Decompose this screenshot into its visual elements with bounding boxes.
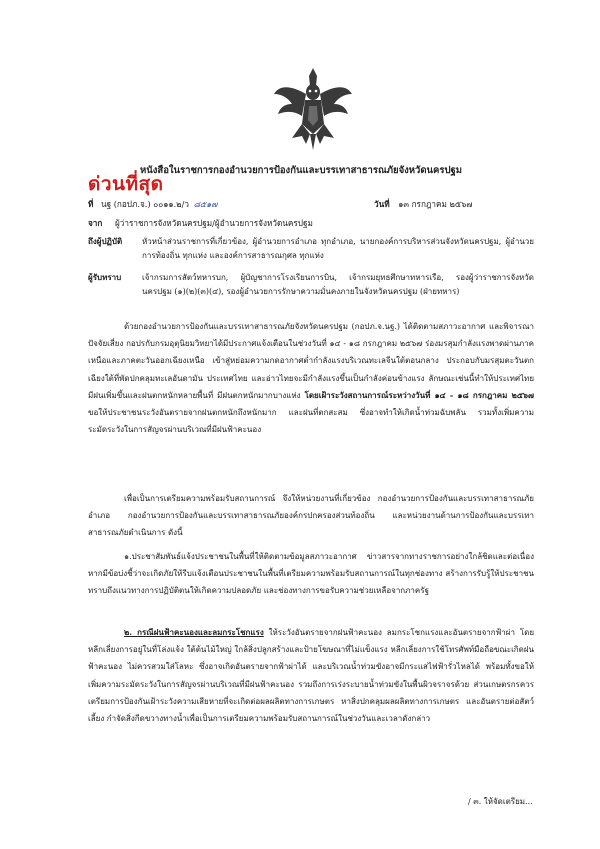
cc-label: ผู้รับทราบ bbox=[88, 272, 122, 282]
paragraph-1 bbox=[88, 318, 534, 438]
paragraph-1-bold: โดยเฝ้าระวังสถานการณ์ระหว่างวันที่ ๑๔ - ๑๘ กรกฎาคม ๒๕๖๗ bbox=[304, 389, 534, 400]
reference-number: ๘๕๑๗ bbox=[193, 199, 218, 209]
from-value: ผู้ว่าราชการจังหวัดนครปฐม/ผู้อำนวยการจังหวัดนครปฐม bbox=[114, 218, 313, 228]
document-header-title: หนังสือในราชการกองอำนวยการป้องกันและบรรเทาสาธารณภัยจังหวัดนครปฐม bbox=[140, 165, 463, 176]
garuda-emblem-icon bbox=[272, 64, 354, 152]
reference-label: ที่ bbox=[88, 199, 94, 209]
paragraph-1-text-a: ด้วยกองอำนวยการป้องกันและบรรเทาสาธารณภัยจังหวัดนครปฐม (กอปภ.จ.นฐ.) ได้ติดตามสภาวะอากาศ และพิจารณาปัจจัยเสี่ยง กอปรกับกรมอุตุนิยมวิทยาได้มีประกาศแจ้งเตือนในช่วงวันที่ ๑๔ - ๑๘ กรกฎาคม ๒๕๖๗ ร่องมรสุมกำลังแรงพาดผ่านภาคเหนือและภาคตะวันออกเฉียงเหนือ เข้าสู่หย่อมความกดอากาศต่ำกำลังแรงบริเวณทะเลจีนใต้ตอนกลาง ประกอบกับมรสุมตะวันตกเฉียงใต้ที่พัดปกคลุมทะเลอันดามัน ประเทศไทย และอ่าวไทยจะมีกำลังแรงขึ้นเป็นกำลังค่อนข้างแรง ลักษณะเช่นนี้ทำให้ประเทศไทยมีฝนเพิ่มขึ้นและฝนตกหนักหลายพื้นที่ มีฝนตกหนักมากบางแห่ง bbox=[88, 322, 534, 400]
reference-value: นฐ (กอปภ.จ.) ๐๐๑๑.๒/ว bbox=[101, 199, 189, 209]
to-recipients-block bbox=[88, 235, 534, 262]
to-label: ถึงผู้ปฏิบัติ bbox=[88, 236, 123, 246]
reference-row bbox=[88, 199, 528, 210]
continuation-note: / ๓. ให้จัดเตรียม... bbox=[468, 797, 533, 806]
paragraph-4 bbox=[88, 624, 534, 727]
cc-value: เจ้ากรมการสัตว์ทหารบก, ผู้บัญชาการโรงเรียนการบิน, เจ้ากรมยุทธศึกษาทหารเรือ, รองผู้ว่าราชการจังหวัดนครปฐม (๑)(๒)(๓)(๔), รองผู้อำนวยการรักษาความมั่นคงภายในจังหวัดนครปฐม (ฝ่ายทหาร) bbox=[142, 273, 534, 296]
paragraph-3: ๑.ประชาสัมพันธ์แจ้งประชาชนในพื้นที่ให้ติดตามข้อมูลสภาวะอากาศ ข่าวสารจากทางราชการอย่างใกล้ชิดและต่อเนื่อง หากมีข้อบ่งชี้ว่าจะเกิดภัยให้รีบแจ้งเตือนประชาชนในพื้นที่เตรียมความพร้อมรับสถานการณ์ในทุกช่องทาง สร้างการรับรู้ให้ประชาชนทราบถึงแนวทางการปฏิบัติตนให้เกิดความปลอดภัย และช่องทางการขอรับความช่วยเหลือจากภาครัฐ bbox=[88, 552, 534, 596]
date-label: วันที่ bbox=[374, 199, 390, 209]
to-value: หัวหน้าส่วนราชการที่เกี่ยวข้อง, ผู้อำนวยการอำเภอ ทุกอำเภอ, นายกองค์การบริหารส่วนจังหวัดนครปฐม, ผู้อำนวยการท้องถิ่น ทุกแห่ง และองค์การสาธารณกุศล ทุกแห่ง bbox=[142, 237, 534, 260]
paragraph-1-text-b: ขอให้ประชาชนระวังอันตรายจากฝนตกหนักถึงหนักมาก และฝนที่ตกสะสม ซึ่งอาจทำให้เกิดน้ำท่วมฉับพลัน รวมทั้งเพิ่มความระมัดระวังในการสัญจรผ่านบริเวณที่มีฝนฟ้าคะนอง bbox=[88, 408, 534, 435]
paragraph-2: เพื่อเป็นการเตรียมความพร้อมรับสถานการณ์ จึงให้หน่วยงานที่เกี่ยวข้อง กองอำนวยการป้องกันและบรรเทาสาธารณภัยอำเภอ กองอำนวยการป้องกันและบรรเทาสาธารณภัยองค์กรปกครองส่วนท้องถิ่น และหน่วยงานด้านการป้องกันและบรรเทาสาธารณภัยดำเนินการ ดังนี้ bbox=[88, 494, 534, 538]
from-label: จาก bbox=[88, 218, 103, 228]
paragraph-4-heading: ๒. กรณีฝนฟ้าคะนองและลมกระโชกแรง bbox=[124, 627, 264, 637]
date-group bbox=[374, 199, 472, 210]
from-row bbox=[88, 218, 528, 229]
paragraph-4-text: ให้ระวังอันตรายจากฝนฟ้าคะนอง ลมกระโชกแรงและอันตรายจากฟ้าผ่า โดยหลีกเลี่ยงการอยู่ในที่โล่งแจ้ง ใต้ต้นไม้ใหญ่ ใกล้สิ่งปลูกสร้างและป้ายโฆษณาที่ไม่แข็งแรง หลีกเลี่ยงการใช้โทรศัพท์มือถือขณะเกิดฝนฟ้าคะนอง ไม่ควรสวมใส่โลหะ ซึ่งอาจเกิดอันตรายจากฟ้าผ่าได้ และบริเวณน้ำท่วมขังอาจมีกระแสไฟฟ้ารั่วไหลได้ พร้อมทั้งขอให้เพิ่มความระมัดระวังในการสัญจรผ่านบริเวณที่มีฝนฟ้าคะนอง รวมถึงการเร่งระบายน้ำท่วมขังในพื้นผิวจราจรด้วย ส่วนเกษตรกรควรเตรียมการป้องกันเฝ้าระวังความเสียหายที่จะเกิดต่อผลผลิตทางการเกษตร หาสิ่งปกคลุมผลผลิตทางการเกษตร และอันตรายต่อสัตว์เลี้ยง กำจัดสิ่งกีดขวางทางน้ำเพื่อเป็นการเตรียมความพร้อมรับสถานการณ์ในช่วงวันและเวลาดังกล่าว bbox=[88, 628, 534, 724]
urgency-label: ด่วนที่สุด bbox=[88, 173, 164, 195]
date-value: ๑๓ กรกฎาคม ๒๕๖๗ bbox=[398, 199, 473, 209]
cc-recipients-block bbox=[88, 271, 534, 298]
